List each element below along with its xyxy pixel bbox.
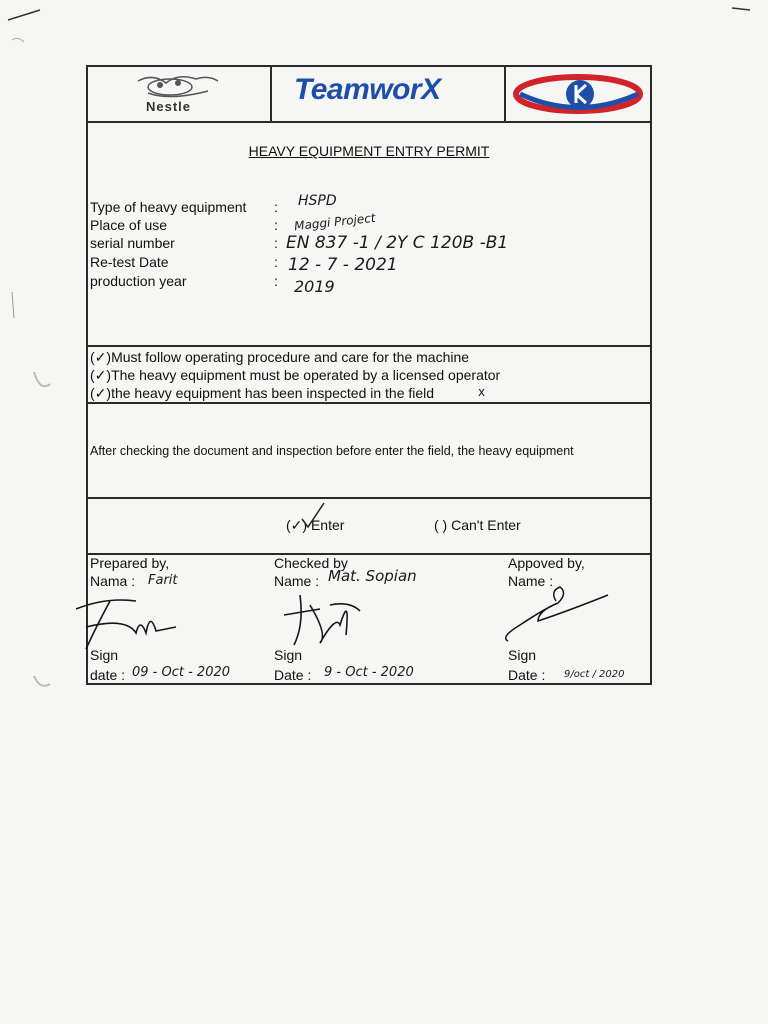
field-label-equipment-type: Type of heavy equipment — [90, 199, 247, 215]
approved-name-label: Name : — [508, 573, 554, 589]
section-rule — [88, 402, 650, 404]
checkmark-icon: (✓) — [90, 349, 112, 365]
prepared-name-label: Nama : — [90, 573, 136, 589]
inspection-statement: After checking the document and inspection before enter the field, the heavy equipment — [90, 444, 574, 458]
checklist-text: Must follow operating procedure and care for the machine — [111, 349, 470, 365]
approved-date-value: 9/oct / 2020 — [564, 669, 625, 680]
field-value-retest-date: 12 - 7 - 2021 — [288, 255, 398, 275]
field-separator: : — [274, 273, 278, 289]
checklist-item — [90, 385, 434, 401]
field-separator: : — [274, 199, 278, 215]
approved-sign-label: Sign — [508, 647, 537, 663]
field-value-production-year: 2019 — [294, 277, 335, 296]
field-separator: : — [274, 217, 278, 233]
teamworx-logo: TeamworX — [294, 73, 441, 106]
checked-by-label: Checked by — [274, 555, 348, 571]
checklist-note: x — [478, 385, 486, 399]
checklist-item — [90, 367, 500, 383]
field-value-place-of-use: Maggi Project — [293, 210, 377, 234]
checked-date-value: 9 - Oct - 2020 — [324, 665, 414, 680]
field-value-serial-number: EN 837 -1 / 2Y C 120B -B1 — [286, 233, 509, 253]
checked-signature — [280, 585, 380, 651]
header-divider — [270, 67, 272, 121]
checkmark-icon: (✓) — [286, 517, 308, 533]
prepared-name-value: Farit — [148, 573, 178, 588]
nestle-logo — [108, 71, 258, 117]
field-separator: : — [274, 235, 278, 251]
nestle-wordmark: Nestle — [146, 99, 192, 114]
cant-enter-option — [434, 517, 521, 533]
checkmark-icon: (✓) — [90, 367, 112, 383]
checklist-item — [90, 349, 469, 365]
field-label-retest-date: Re-test Date — [90, 254, 169, 270]
approved-by-label: Appoved by, — [508, 555, 585, 571]
approved-signature — [498, 581, 628, 651]
kd-logo-icon — [512, 71, 646, 117]
prepared-date-label: date : — [90, 667, 126, 683]
checked-date-label: Date : — [274, 667, 312, 683]
permit-form — [86, 65, 652, 685]
checkmark-icon: (✓) — [90, 385, 112, 401]
prepared-sign-label: Sign — [90, 647, 119, 663]
header-bottom-rule — [88, 121, 650, 123]
section-rule — [88, 497, 650, 499]
page-title: HEAVY EQUIPMENT ENTRY PERMIT — [248, 143, 490, 159]
checked-sign-label: Sign — [274, 647, 303, 663]
section-rule — [88, 345, 650, 347]
approved-date-label: Date : — [508, 667, 546, 683]
handwritten-check-icon — [300, 501, 326, 531]
kd-logo — [512, 71, 646, 117]
cant-enter-label: Can't Enter — [451, 517, 521, 533]
checked-name-value: Mat. Sopian — [328, 567, 417, 585]
field-separator: : — [274, 254, 278, 270]
field-label-production-year: production year — [90, 273, 187, 289]
prepared-by-label: Prepared by, — [90, 555, 170, 571]
prepared-date-value: 09 - Oct - 2020 — [132, 665, 231, 680]
checked-name-label: Name : — [274, 573, 320, 589]
field-label-serial-number: serial number — [90, 235, 175, 251]
enter-label: Enter — [310, 517, 345, 533]
checklist-text: The heavy equipment must be operated by a licensed operator — [111, 367, 501, 383]
checklist-text: the heavy equipment has been inspected in the field — [111, 385, 435, 401]
prepared-signature — [66, 587, 186, 657]
header-divider — [504, 67, 506, 121]
field-label-place-of-use: Place of use — [90, 217, 168, 233]
empty-checkbox-icon: ( ) — [434, 517, 448, 533]
field-value-equipment-type: HSPD — [298, 193, 337, 209]
